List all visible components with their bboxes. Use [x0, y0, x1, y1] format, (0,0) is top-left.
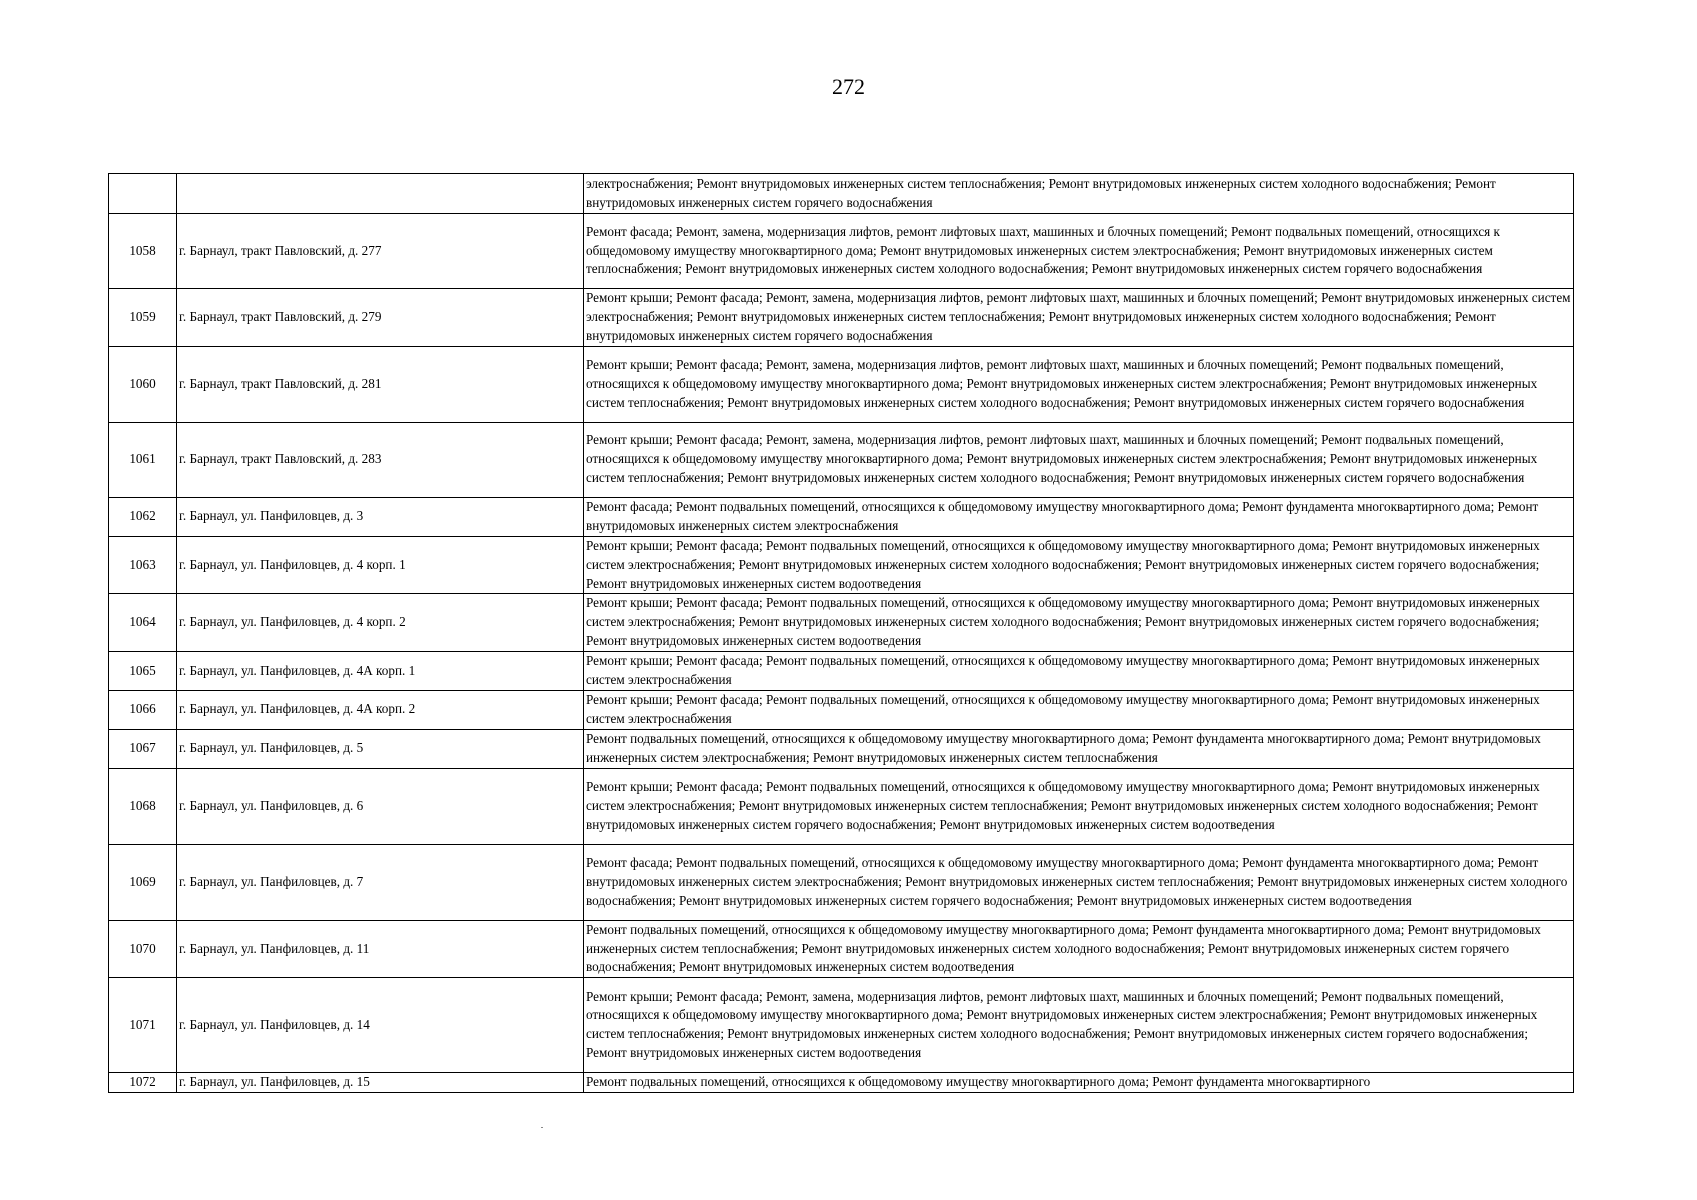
row-address: г. Барнаул, ул. Панфиловцев, д. 6 [177, 768, 584, 844]
row-works: электроснабжения; Ремонт внутридомовых инженерных систем теплоснабжения; Ремонт внутридомовых инженерных систем холодного водоснабжения; Ремонт внутридомовых инженерных систем горячего водоснабжения [584, 174, 1574, 214]
page-number: 272 [832, 74, 865, 99]
row-works: Ремонт крыши; Ремонт фасада; Ремонт, замена, модернизация лифтов, ремонт лифтовых шахт, машинных и блочных помещений; Ремонт подвальных помещений, относящихся к общедомовому имуществу многоквартирного дома; Ремонт внутридомовых инженерных систем электроснабжения; Ремонт внутридомовых инженерных систем теплоснабжения; Ремонт внутридомовых инженерных систем холодного водоснабжения; Ремонт внутридомовых инженерных систем горячего водоснабжения; Ремонт внутридомовых инженерных систем водоотведения [584, 978, 1574, 1073]
table-row [109, 174, 1574, 214]
table-row [109, 978, 1574, 1073]
register-body [109, 174, 1574, 1093]
row-number: 1058 [109, 214, 177, 289]
row-works: Ремонт крыши; Ремонт фасада; Ремонт подвальных помещений, относящихся к общедомовому имуществу многоквартирного дома; Ремонт внутридомовых инженерных систем электроснабжения [584, 690, 1574, 729]
row-number: 1061 [109, 422, 177, 497]
row-address: г. Барнаул, тракт Павловский, д. 281 [177, 346, 584, 422]
table-row [109, 497, 1574, 536]
row-address: г. Барнаул, ул. Панфиловцев, д. 5 [177, 729, 584, 768]
row-works: Ремонт подвальных помещений, относящихся к общедомовому имуществу многоквартирного дома; Ремонт фундамента многоквартирного [584, 1073, 1574, 1093]
row-works: Ремонт фасада; Ремонт подвальных помещений, относящихся к общедомовому имуществу многоквартирного дома; Ремонт фундамента многоквартирного дома; Ремонт внутридомовых инженерных систем электроснабжения [584, 497, 1574, 536]
row-works: Ремонт крыши; Ремонт фасада; Ремонт подвальных помещений, относящихся к общедомовому имуществу многоквартирного дома; Ремонт внутридомовых инженерных систем электроснабжения; Ремонт внутридомовых инженерных систем теплоснабжения; Ремонт внутридомовых инженерных систем холодного водоснабжения; Ремонт внутридомовых инженерных систем горячего водоснабжения; Ремонт внутридомовых инженерных систем водоотведения [584, 768, 1574, 844]
row-works: Ремонт крыши; Ремонт фасада; Ремонт, замена, модернизация лифтов, ремонт лифтовых шахт, машинных и блочных помещений; Ремонт подвальных помещений, относящихся к общедомовому имуществу многоквартирного дома; Ремонт внутридомовых инженерных систем электроснабжения; Ремонт внутридомовых инженерных систем теплоснабжения; Ремонт внутридомовых инженерных систем холодного водоснабжения; Ремонт внутридомовых инженерных систем горячего водоснабжения [584, 346, 1574, 422]
row-works: Ремонт крыши; Ремонт фасада; Ремонт подвальных помещений, относящихся к общедомовому имуществу многоквартирного дома; Ремонт внутридомовых инженерных систем электроснабжения; Ремонт внутридомовых инженерных систем холодного водоснабжения; Ремонт внутридомовых инженерных систем горячего водоснабжения; Ремонт внутридомовых инженерных систем водоотведения [584, 594, 1574, 652]
table-row [109, 536, 1574, 594]
row-address: г. Барнаул, ул. Панфиловцев, д. 4А корп. 2 [177, 690, 584, 729]
table-row [109, 346, 1574, 422]
table-row [109, 844, 1574, 920]
row-works: Ремонт фасада; Ремонт подвальных помещений, относящихся к общедомовому имуществу многоквартирного дома; Ремонт фундамента многоквартирного дома; Ремонт внутридомовых инженерных систем электроснабжения; Ремонт внутридомовых инженерных систем теплоснабжения; Ремонт внутридомовых инженерных систем холодного водоснабжения; Ремонт внутридомовых инженерных систем горячего водоснабжения; Ремонт внутридомовых инженерных систем водоотведения [584, 844, 1574, 920]
row-works: Ремонт крыши; Ремонт фасада; Ремонт подвальных помещений, относящихся к общедомовому имуществу многоквартирного дома; Ремонт внутридомовых инженерных систем электроснабжения [584, 652, 1574, 691]
row-number: 1066 [109, 690, 177, 729]
table-row [109, 729, 1574, 768]
row-address: г. Барнаул, ул. Панфиловцев, д. 4 корп. 2 [177, 594, 584, 652]
row-address: г. Барнаул, ул. Панфиловцев, д. 15 [177, 1073, 584, 1093]
row-number: 1063 [109, 536, 177, 594]
row-number: 1067 [109, 729, 177, 768]
table-row [109, 289, 1574, 347]
row-number [109, 174, 177, 214]
row-address [177, 174, 584, 214]
row-address: г. Барнаул, тракт Павловский, д. 279 [177, 289, 584, 347]
row-address: г. Барнаул, ул. Панфиловцев, д. 3 [177, 497, 584, 536]
row-number: 1071 [109, 978, 177, 1073]
repair-register-table [108, 173, 1574, 1093]
table-row [109, 652, 1574, 691]
row-number: 1062 [109, 497, 177, 536]
row-works: Ремонт подвальных помещений, относящихся к общедомовому имуществу многоквартирного дома; Ремонт фундамента многоквартирного дома; Ремонт внутридомовых инженерных систем теплоснабжения; Ремонт внутридомовых инженерных систем холодного водоснабжения; Ремонт внутридомовых инженерных систем горячего водоснабжения; Ремонт внутридомовых инженерных систем водоотведения [584, 920, 1574, 978]
table-row [109, 594, 1574, 652]
table-row [109, 768, 1574, 844]
row-number: 1069 [109, 844, 177, 920]
row-number: 1065 [109, 652, 177, 691]
row-address: г. Барнаул, ул. Панфиловцев, д. 11 [177, 920, 584, 978]
table-row [109, 422, 1574, 497]
row-number: 1070 [109, 920, 177, 978]
row-address: г. Барнаул, ул. Панфиловцев, д. 4 корп. 1 [177, 536, 584, 594]
table-row [109, 1073, 1574, 1093]
row-number: 1059 [109, 289, 177, 347]
row-address: г. Барнаул, ул. Панфиловцев, д. 7 [177, 844, 584, 920]
row-address: г. Барнаул, ул. Панфиловцев, д. 14 [177, 978, 584, 1073]
row-number: 1072 [109, 1073, 177, 1093]
row-works: Ремонт крыши; Ремонт фасада; Ремонт, замена, модернизация лифтов, ремонт лифтовых шахт, машинных и блочных помещений; Ремонт подвальных помещений, относящихся к общедомовому имуществу многоквартирного дома; Ремонт внутридомовых инженерных систем электроснабжения; Ремонт внутридомовых инженерных систем теплоснабжения; Ремонт внутридомовых инженерных систем холодного водоснабжения; Ремонт внутридомовых инженерных систем горячего водоснабжения [584, 422, 1574, 497]
row-works: Ремонт подвальных помещений, относящихся к общедомовому имуществу многоквартирного дома; Ремонт фундамента многоквартирного дома; Ремонт внутридомовых инженерных систем электроснабжения; Ремонт внутридомовых инженерных систем теплоснабжения [584, 729, 1574, 768]
row-address: г. Барнаул, тракт Павловский, д. 277 [177, 214, 584, 289]
row-address: г. Барнаул, ул. Панфиловцев, д. 4А корп. 1 [177, 652, 584, 691]
row-address: г. Барнаул, тракт Павловский, д. 283 [177, 422, 584, 497]
row-number: 1060 [109, 346, 177, 422]
table-row [109, 690, 1574, 729]
table-row [109, 920, 1574, 978]
table-row [109, 214, 1574, 289]
row-number: 1068 [109, 768, 177, 844]
row-number: 1064 [109, 594, 177, 652]
row-works: Ремонт крыши; Ремонт фасада; Ремонт, замена, модернизация лифтов, ремонт лифтовых шахт, машинных и блочных помещений; Ремонт внутридомовых инженерных систем электроснабжения; Ремонт внутридомовых инженерных систем теплоснабжения; Ремонт внутридомовых инженерных систем холодного водоснабжения; Ремонт внутридомовых инженерных систем горячего водоснабжения [584, 289, 1574, 347]
scan-speck [541, 1127, 543, 1128]
row-works: Ремонт фасада; Ремонт, замена, модернизация лифтов, ремонт лифтовых шахт, машинных и блочных помещений; Ремонт подвальных помещений, относящихся к общедомовому имуществу многоквартирного дома; Ремонт внутридомовых инженерных систем электроснабжения; Ремонт внутридомовых инженерных систем теплоснабжения; Ремонт внутридомовых инженерных систем холодного водоснабжения; Ремонт внутридомовых инженерных систем горячего водоснабжения [584, 214, 1574, 289]
row-works: Ремонт крыши; Ремонт фасада; Ремонт подвальных помещений, относящихся к общедомовому имуществу многоквартирного дома; Ремонт внутридомовых инженерных систем электроснабжения; Ремонт внутридомовых инженерных систем холодного водоснабжения; Ремонт внутридомовых инженерных систем горячего водоснабжения; Ремонт внутридомовых инженерных систем водоотведения [584, 536, 1574, 594]
